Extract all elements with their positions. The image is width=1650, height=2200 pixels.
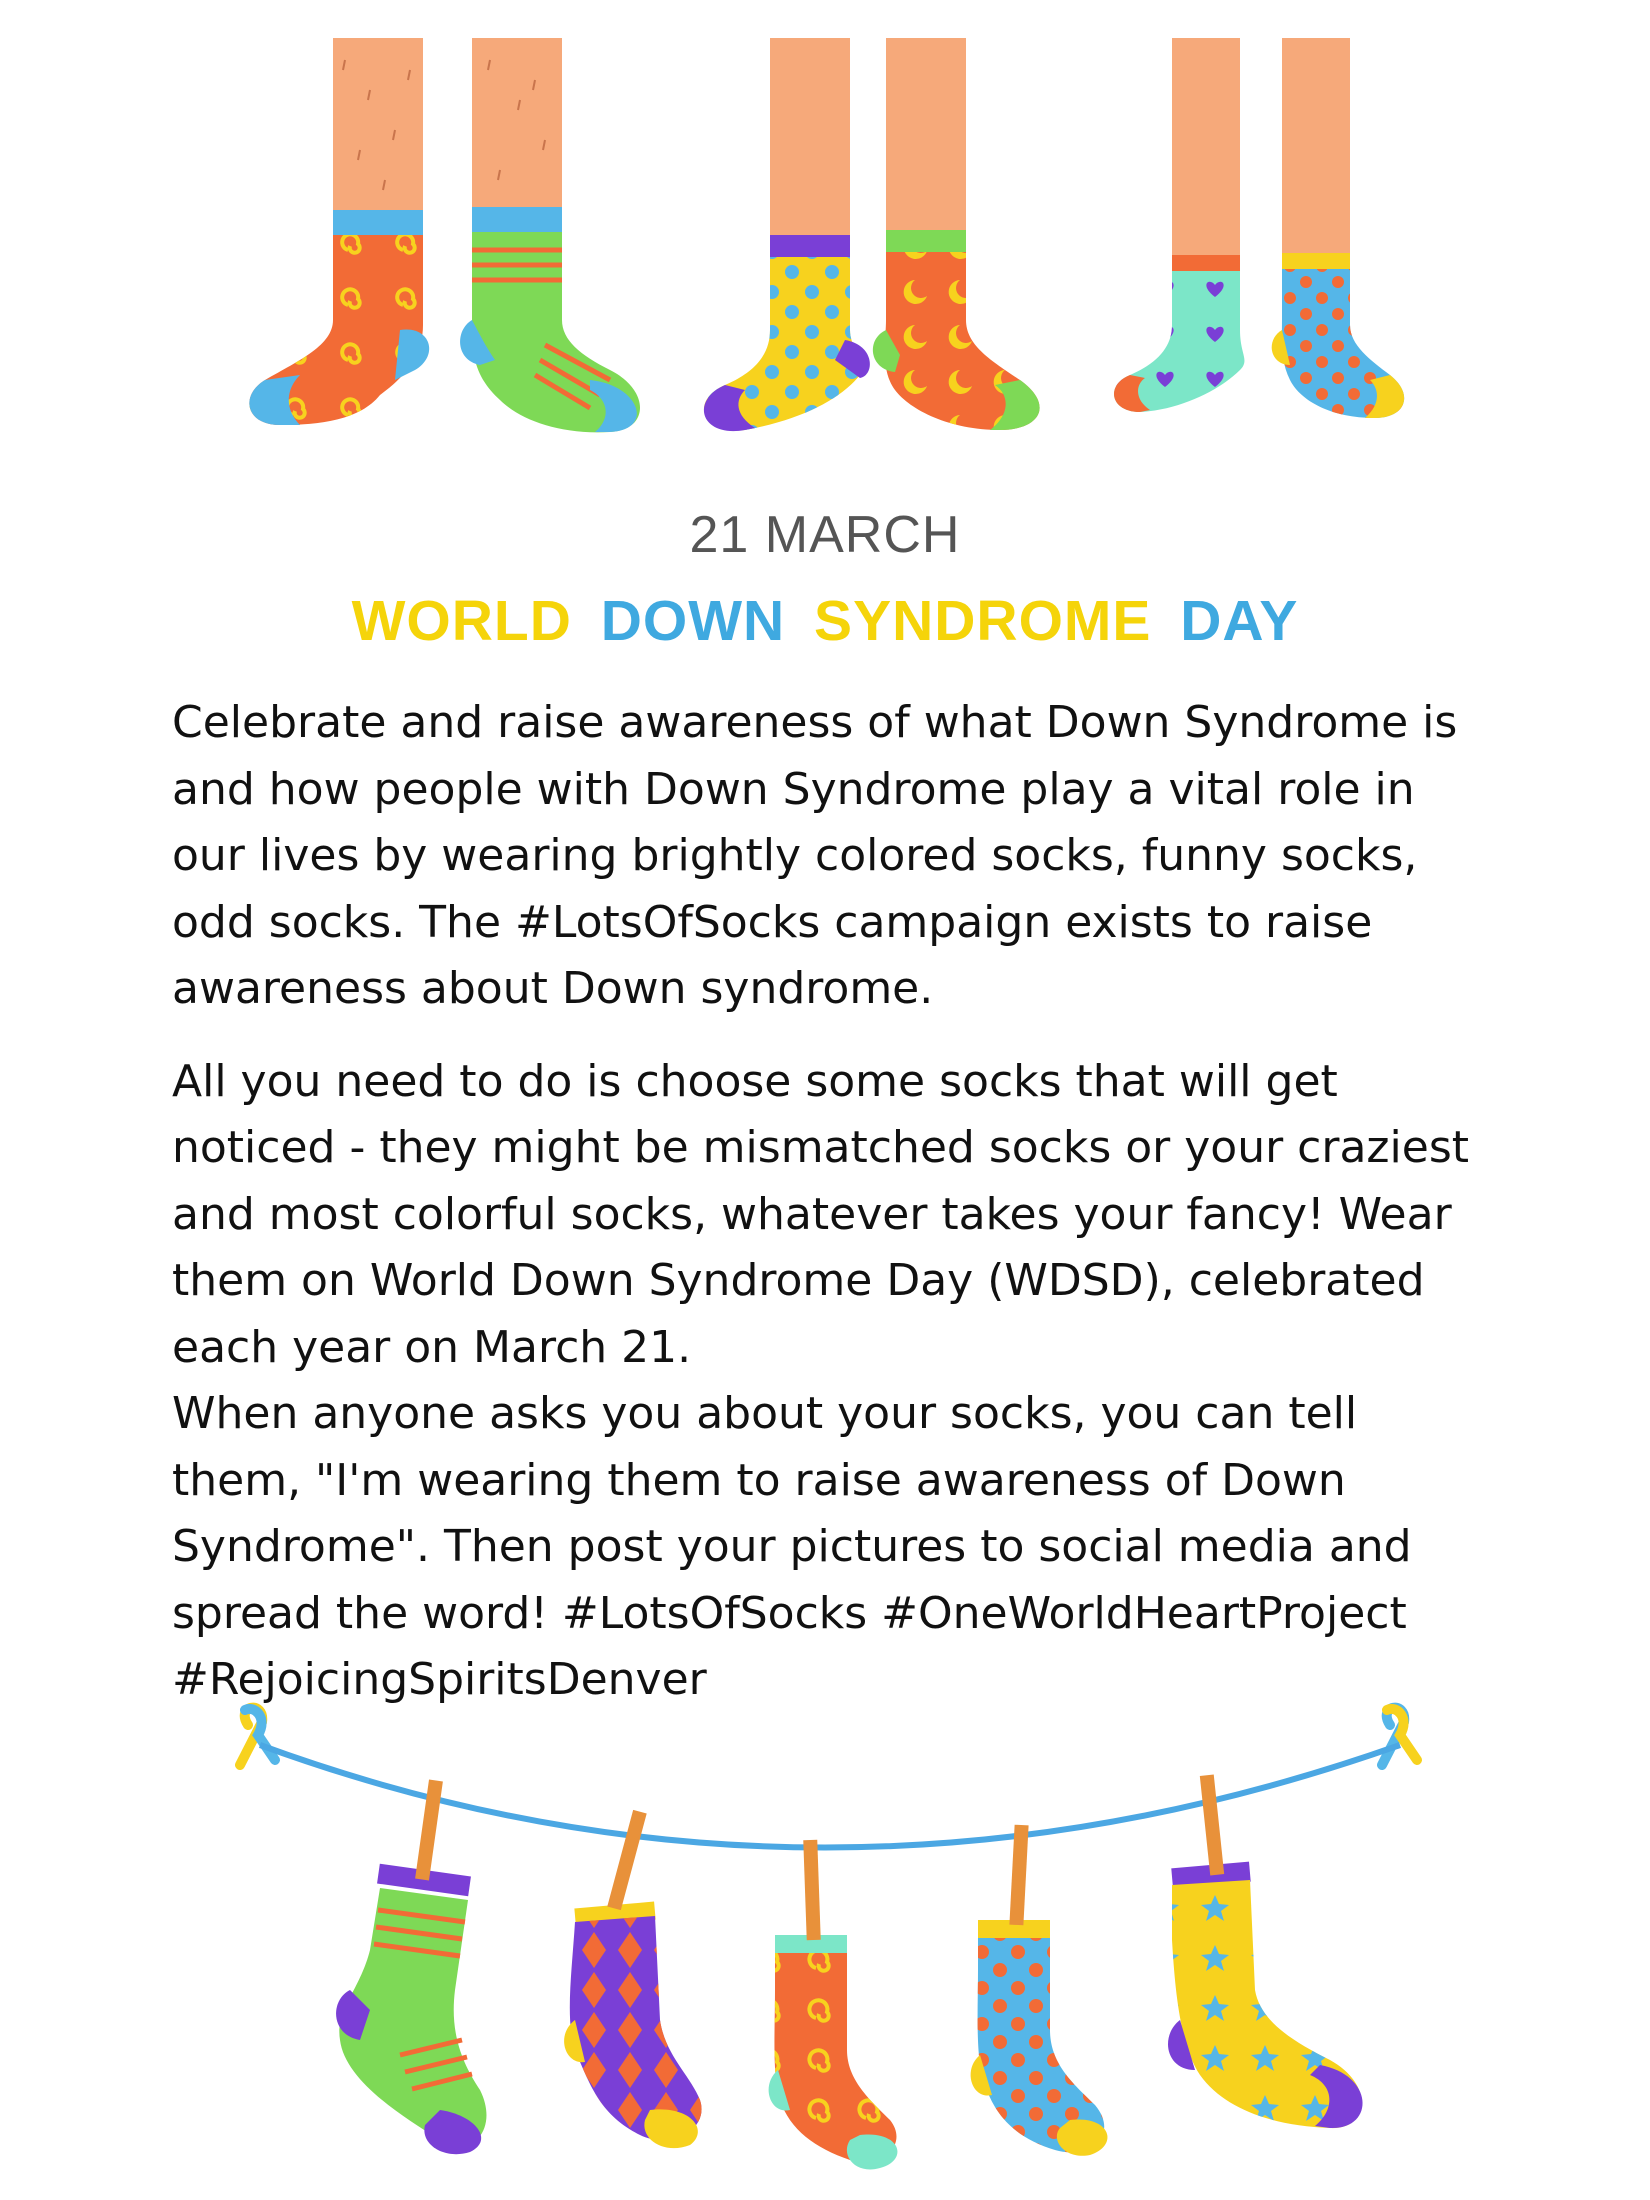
title-word-2: DOWN — [600, 589, 786, 653]
title-word-3: SYNDROME — [814, 589, 1152, 653]
text-line: them, "I'm wearing them to raise awareness of Down — [172, 1454, 1346, 1506]
hanging-sock-5 — [1168, 1775, 1363, 2129]
text-line: Celebrate and raise awareness of what Down Syndrome is — [172, 697, 1458, 748]
leg-pair-3 — [1114, 38, 1404, 418]
paragraph-1 — [172, 690, 1512, 1023]
leg-pair-1 — [249, 38, 640, 432]
text-line: them on World Down Syndrome Day (WDSD), celebrated — [172, 1255, 1425, 1306]
text-line: our lives by wearing brightly colored socks, funny socks, — [172, 830, 1418, 881]
hanging-sock-1 — [336, 1780, 486, 2155]
top-socks-illustration — [0, 0, 1650, 470]
text-line: spread the word! #LotsOfSocks #OneWorldHeartProject — [172, 1587, 1407, 1639]
text-line: #RejoicingSpiritsDenver — [172, 1654, 707, 1705]
text-line: each year on March 21. — [172, 1321, 692, 1373]
event-date: 21 MARCH — [689, 506, 961, 564]
title-word-4: DAY — [1180, 589, 1299, 653]
hanging-sock-2 — [564, 1810, 701, 2148]
body-text — [172, 690, 1512, 1714]
text-line: awareness about Down syndrome. — [172, 963, 934, 1014]
awareness-ribbon-icon — [1382, 1708, 1417, 1765]
clothesline-socks-illustration — [0, 1690, 1650, 2200]
paragraph-2 — [172, 1049, 1512, 1714]
text-line: odd socks. The #LotsOfSocks campaign exists to raise — [172, 896, 1373, 948]
text-line: Syndrome". Then post your pictures to social media and — [172, 1521, 1412, 1572]
hanging-sock-4 — [971, 1825, 1108, 2156]
text-line: When anyone asks you about your socks, you can tell — [172, 1388, 1358, 1439]
text-line: and how people with Down Syndrome play a vital role in — [172, 763, 1415, 815]
title-word-1: WORLD — [351, 589, 572, 653]
leg-pair-2 — [704, 38, 1040, 431]
awareness-ribbon-icon — [240, 1708, 275, 1765]
page-title — [0, 588, 1650, 654]
text-line: and most colorful socks, whatever takes your fancy! Wear — [172, 1188, 1452, 1240]
text-line: All you need to do is choose some socks that will get — [172, 1055, 1338, 1107]
text-line: noticed - they might be mismatched socks or your craziest — [172, 1122, 1469, 1173]
hanging-sock-3 — [769, 1840, 898, 2170]
